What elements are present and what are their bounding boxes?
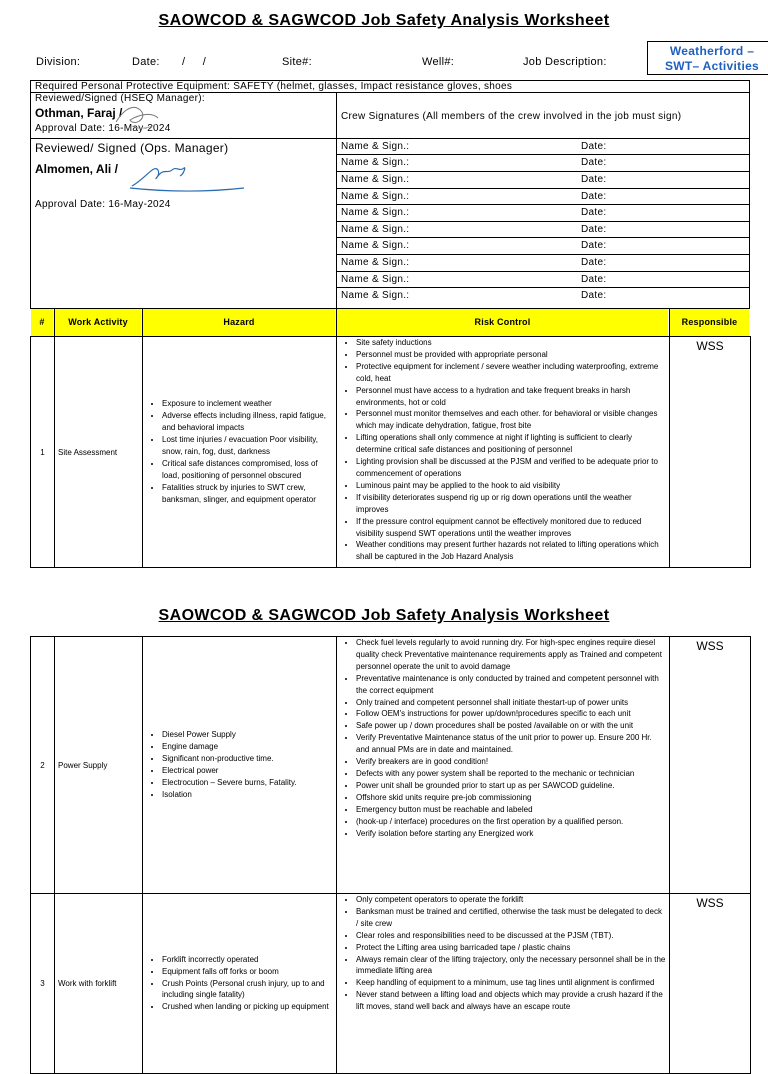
header-divider (669, 309, 670, 336)
risk-control-item: • Verify isolation before starting any Energized work (356, 828, 666, 840)
hazard-item: • Crushed when landing or picking up equipment (162, 1001, 333, 1013)
division-label: Division: (36, 56, 81, 68)
job-description-label: Job Description: (523, 56, 607, 68)
hazard-item: • Equipment falls off forks or boom (162, 966, 333, 978)
column-header-risk-control: Risk Control (337, 309, 668, 336)
hazard-cell (143, 894, 337, 1074)
job-description-box (647, 41, 768, 75)
risk-control-item: • If the pressure control equipment cannot be effectively monitored due to reduced visibility suspend SWT operations until the weather improves (356, 516, 666, 540)
hazard-item: • Electrical power (162, 765, 333, 777)
crew-divider (336, 154, 750, 155)
crew-divider (336, 271, 750, 272)
hazard-cell (143, 337, 337, 568)
hseq-manager-name: Othman, Faraj / (35, 106, 123, 120)
crew-name-sign[interactable]: Name & Sign.: (341, 207, 410, 218)
hazard-item: • Crush Points (Personal crush injury, up to and including single fatality) (162, 978, 333, 1002)
ops-label: Reviewed/ Signed (Ops. Manager) (35, 141, 229, 155)
column-divider (336, 92, 337, 308)
risk-control-item: • Only trained and competent personnel shall initiate thestart-up of power units (356, 697, 666, 709)
risk-control-item: • Safe power up / down procedures shall be posted /available on or with the unit (356, 720, 666, 732)
crew-divider (336, 188, 750, 189)
crew-divider (336, 237, 750, 238)
risk-control-item: • Only competent operators to operate the forklift (356, 894, 666, 906)
jsa-table-page2 (30, 636, 751, 1074)
responsible: WSS (670, 637, 751, 894)
risk-control-item: • Personnel must be provided with appropriate personal (356, 349, 666, 361)
risk-control-item: • Verify breakers are in good condition! (356, 756, 666, 768)
risk-control-item: • Check fuel levels regularly to avoid running dry. For high-spec engines require diesel quality check Preventative maintenance requirements apply as Trained and competent personnel operate the unit to avoid damage (356, 637, 666, 673)
crew-divider (336, 221, 750, 222)
crew-name-sign[interactable]: Name & Sign.: (341, 240, 410, 251)
risk-control-item: • Weather conditions may present further hazards not related to lifting operations which shall be captured in the Job Hazard Analysis (356, 539, 666, 563)
hazard-item: • Engine damage (162, 741, 333, 753)
risk-control-item: • Never stand between a lifting load and objects which may provide a crush hazard if the lift moves, stand well back and always have an escape route (356, 989, 666, 1013)
crew-name-sign[interactable]: Name & Sign.: (341, 257, 410, 268)
crew-date[interactable]: Date: (581, 274, 607, 285)
crew-divider (336, 204, 750, 205)
page-title: SAOWCOD & SAGWCOD Job Safety Analysis Worksheet (158, 607, 610, 624)
hseq-approval-date: Approval Date: 16-May-2024 (35, 123, 171, 134)
crew-date[interactable]: Date: (581, 141, 607, 152)
ppe-requirement: Required Personal Protective Equipment: SAFETY (helmet, glasses, Impact resistance gloves, shoes (35, 81, 513, 92)
hseq-label: Reviewed/Signed (HSEQ Manager): (35, 93, 205, 104)
risk-control-item: • Banksman must be trained and certified, otherwise the task must be delegated to deck / site crew (356, 906, 666, 930)
site-label: Site#: (282, 56, 312, 68)
crew-divider (336, 287, 750, 288)
risk-control-list (340, 337, 666, 563)
risk-control-item: • Clear roles and responsibilities need to be discussed at the PJSM (TBT). (356, 930, 666, 942)
work-activity: Work with forklift (55, 894, 143, 1074)
risk-control-item: • Offshore skid units require pre-job commissioning (356, 792, 666, 804)
crew-divider (336, 171, 750, 172)
risk-control-item: • Always remain clear of the lifting trajectory, only the necessary personnel shall be in the immediate lifting area (356, 954, 666, 978)
crew-signatures-header: Crew Signatures (All members of the crew involved in the job must sign) (341, 111, 682, 122)
crew-date[interactable]: Date: (581, 257, 607, 268)
ops-approval-date: Approval Date: 16-May-2024 (35, 199, 171, 210)
hseq-divider (30, 138, 750, 139)
ops-manager-name: Almomen, Ali / (35, 162, 118, 176)
job-description-line2: SWT– Activities (664, 59, 760, 73)
risk-control-list (340, 894, 666, 1013)
hazard-item: • Adverse effects including illness, rapid fatigue, and behavioral impacts (162, 410, 333, 434)
crew-date[interactable]: Date: (581, 191, 607, 202)
work-activity: Site Assessment (55, 337, 143, 568)
header-divider (142, 309, 143, 336)
risk-control-item: • Preventative maintenance is only conducted by trained and competent personnel with the correct equipment (356, 673, 666, 697)
worksheet-header (30, 41, 760, 79)
risk-control-item: • Power unit shall be grounded prior to start up as per SAWCOD guideline. (356, 780, 666, 792)
hazard-item: • Diesel Power Supply (162, 729, 333, 741)
crew-name-sign[interactable]: Name & Sign.: (341, 224, 410, 235)
header-divider (54, 309, 55, 336)
hazard-list (146, 398, 333, 505)
column-header-responsible: Responsible (670, 309, 749, 336)
table-row (31, 637, 751, 894)
hazard-item: • Exposure to inclement weather (162, 398, 333, 410)
risk-control-item: • (hook-up / interface) procedures on the first operation by a qualified person. (356, 816, 666, 828)
risk-control-cell (337, 637, 670, 894)
frame-right (749, 80, 750, 308)
crew-name-sign[interactable]: Name & Sign.: (341, 157, 410, 168)
table-row (31, 894, 751, 1074)
risk-control-item: • If visibility deteriorates suspend rig up or rig down operations until the weather improves (356, 492, 666, 516)
risk-control-cell (337, 337, 670, 568)
hazard-item: • Significant non-productive time. (162, 753, 333, 765)
hazard-item: • Electrocution – Severe burns, Fatality. (162, 777, 333, 789)
well-label: Well#: (422, 56, 455, 68)
jsa-table-page1 (30, 336, 751, 568)
row-number: 2 (31, 637, 55, 894)
hazard-list (146, 954, 333, 1014)
work-activity: Power Supply (55, 637, 143, 894)
crew-name-sign[interactable]: Name & Sign.: (341, 274, 410, 285)
row-number: 3 (31, 894, 55, 1074)
page-title: SAOWCOD & SAGWCOD Job Safety Analysis Worksheet (158, 12, 610, 29)
risk-control-cell (337, 894, 670, 1074)
crew-name-sign[interactable]: Name & Sign.: (341, 191, 410, 202)
crew-date[interactable]: Date: (581, 157, 607, 168)
risk-control-item: • Site safety inductions (356, 337, 666, 349)
hseq-signature (112, 100, 164, 134)
crew-divider (336, 254, 750, 255)
crew-date[interactable]: Date: (581, 224, 607, 235)
risk-control-item: • Personnel must have access to a hydration and take frequent breaks in harsh environments, hot or cold (356, 385, 666, 409)
responsible: WSS (670, 337, 751, 568)
date-value: / / (182, 56, 207, 68)
hazard-item: • Lost time injuries / evacuation Poor visibility, snow, rain, fog, dust, darkness (162, 434, 333, 458)
risk-control-item: • Protective equipment for inclement / severe weather including waterproofing, extreme cold, heat (356, 361, 666, 385)
risk-control-item: • Emergency button must be reachable and labeled (356, 804, 666, 816)
column-header-work-activity: Work Activity (55, 309, 141, 336)
risk-control-item: • Verify Preventative Maintenance status of the unit prior to power up. Ensure 200 Hr. and annual PMs are in date and maintained. (356, 732, 666, 756)
hazard-cell (143, 637, 337, 894)
crew-name-sign[interactable]: Name & Sign.: (341, 290, 410, 301)
crew-name-sign[interactable]: Name & Sign.: (341, 141, 410, 152)
hazard-item: • Fatalities struck by injuries to SWT crew, banksman, slinger, and equipment operator (162, 482, 333, 506)
column-header-hazard: Hazard (143, 309, 335, 336)
risk-control-item: • Lifting operations shall only commence at night if lighting is sufficient to clearly determine critical safe distances and positioning of personnel (356, 432, 666, 456)
row-number: 1 (31, 337, 55, 568)
hazard-item: • Isolation (162, 789, 333, 801)
job-description-line1: Weatherford – (669, 44, 755, 58)
responsible: WSS (670, 894, 751, 1074)
hazard-list (146, 729, 333, 800)
risk-control-item: • Follow OEM's instructions for power up/down!procedures specific to each unit (356, 708, 666, 720)
table-row (31, 337, 751, 568)
header-divider (336, 309, 337, 336)
date-label: Date: (132, 56, 160, 68)
hazard-item: • Forklift incorrectly operated (162, 954, 333, 966)
hazard-item: • Critical safe distances compromised, loss of load, positioning of personnel obscured (162, 458, 333, 482)
risk-control-item: • Keep handling of equipment to a minimum, use tag lines until alignment is confirmed (356, 977, 666, 989)
risk-control-list (340, 637, 666, 839)
risk-control-item: • Lighting provision shall be discussed at the PJSM and verified to be adequate prior to commencement of operations (356, 456, 666, 480)
crew-date[interactable]: Date: (581, 290, 607, 301)
risk-control-item: • Luminous paint may be applied to the hook to aid visibility (356, 480, 666, 492)
crew-name-sign[interactable]: Name & Sign.: (341, 174, 410, 185)
frame-left (30, 80, 31, 308)
risk-control-item: • Protect the Lifting area using barricaded tape / plastic chains (356, 942, 666, 954)
crew-date[interactable]: Date: (581, 174, 607, 185)
crew-date[interactable]: Date: (581, 207, 607, 218)
crew-date[interactable]: Date: (581, 240, 607, 251)
risk-control-item: • Personnel must monitor themselves and each other. for behavioral or visible changes which may indicate dehydration, fatigue, frost bite (356, 408, 666, 432)
ops-signature (128, 158, 248, 196)
risk-control-item: • Defects with any power system shall be reported to the mechanic or technician (356, 768, 666, 780)
column-header-number: # (31, 309, 53, 336)
